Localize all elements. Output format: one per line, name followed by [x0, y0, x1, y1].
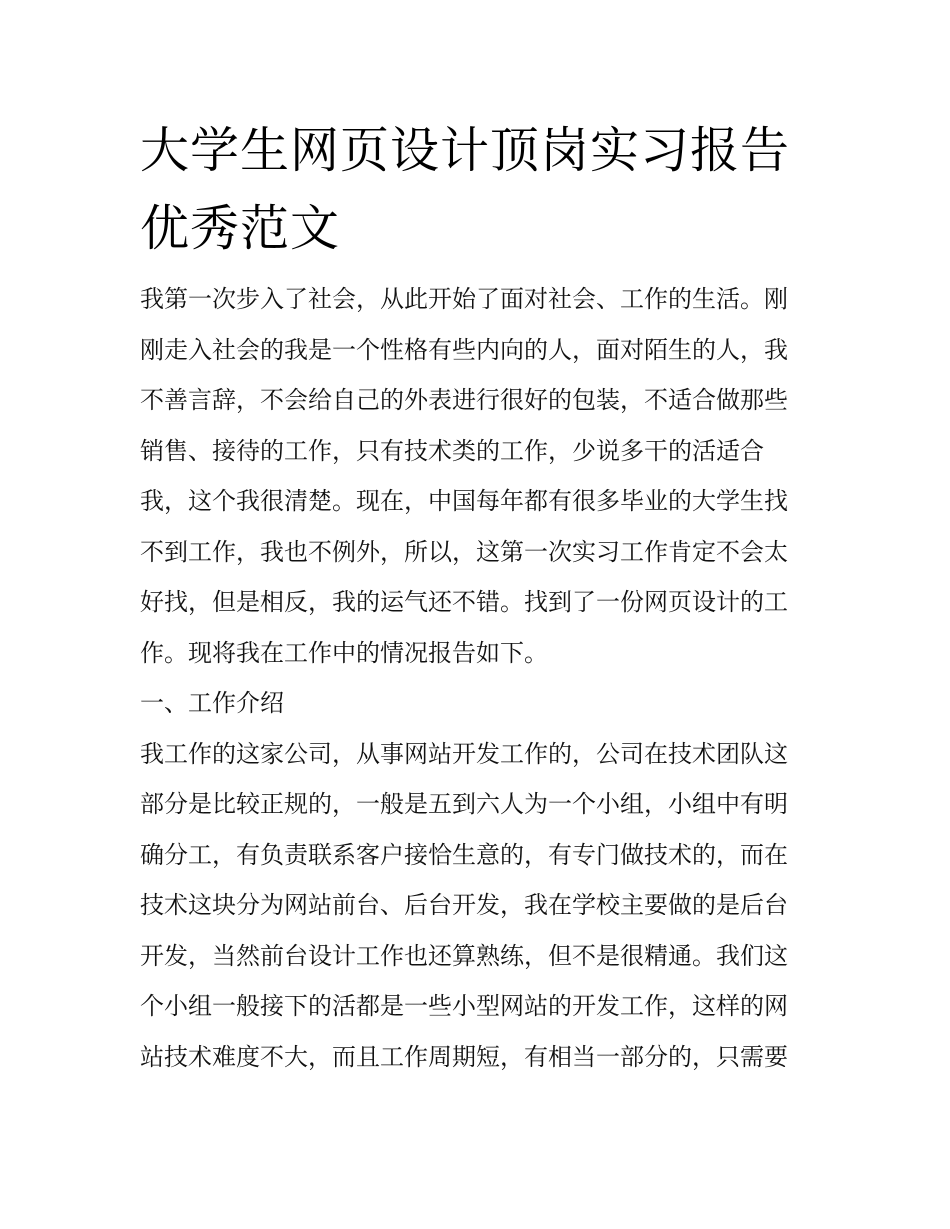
body-line: 开发，当然前台设计工作也还算熟练，但不是很精通。我们这	[140, 941, 788, 970]
body-line: 个小组一般接下的活都是一些小型网站的开发工作，这样的网	[140, 992, 788, 1020]
title-line-1: 大学生网页设计顶岗实习报告	[140, 122, 791, 179]
body-line: 不善言辞，不会给自己的外表进行很好的包装，不适合做那些	[140, 386, 788, 414]
section-heading: 一、工作介绍	[140, 689, 284, 717]
body-line: 技术这块分为网站前台、后台开发，我在学校主要做的是后台	[140, 891, 788, 919]
body-line: 我，这个我很清楚。现在，中国每年都有很多毕业的大学生找	[140, 487, 788, 515]
body-line: 我工作的这家公司，从事网站开发工作的，公司在技术团队这	[140, 739, 788, 768]
document-page	[140, 112, 812, 1082]
document-body	[140, 274, 812, 1082]
body-line: 好找，但是相反，我的运气还不错。找到了一份网页设计的工	[140, 588, 788, 616]
body-line: 刚走入社会的我是一个性格有些内向的人，面对陌生的人，我	[140, 335, 788, 364]
body-line: 不到工作，我也不例外，所以，这第一次实习工作肯定不会太	[140, 537, 788, 566]
body-line: 确分工，有负责联系客户接恰生意的，有专门做技术的，而在	[140, 840, 788, 869]
body-line: 站技术难度不大，而且工作周期短，有相当一部分的，只需要	[140, 1042, 788, 1071]
body-line: 作。现将我在工作中的情况报告如下。	[140, 638, 548, 667]
body-line: 部分是比较正规的，一般是五到六人为一个小组，小组中有明	[140, 790, 788, 818]
document-title	[140, 112, 812, 268]
body-line: 销售、接待的工作，只有技术类的工作，少说多干的活适合	[140, 436, 764, 465]
title-line-2: 优秀范文	[140, 200, 341, 257]
body-line: 我第一次步入了社会，从此开始了面对社会、工作的生活。刚	[140, 285, 788, 313]
